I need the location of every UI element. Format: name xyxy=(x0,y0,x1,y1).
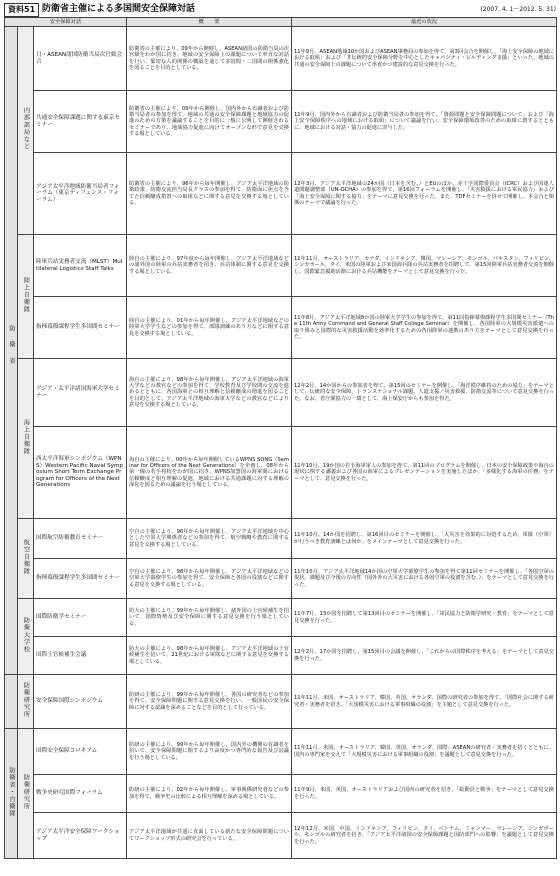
column-header-outline: 概 要 xyxy=(127,18,292,27)
dialogue-name: アジア・太平洋諸国海軍大学セミナー xyxy=(34,359,127,427)
dialogue-name: 西太平洋海軍シンポジウム（WPNS）Western Pacific Naval Symposium Short Term Exchange Program for Officers of the Next Generations xyxy=(34,427,127,519)
dialogue-name: アジア太平洋地域防衛当局者フォーラム（東京ディフェンス・フォーラム） xyxy=(34,153,127,235)
subgroup-label-academy: 防衛大学校 xyxy=(18,599,34,675)
dialogue-outline: 防衛省の主催により、09年から開催し、国内外から有識者および防衛当局者の参加を得て、地域の共通の安全保障課題と地域協力の促進のための方策を議論することを目的に一般に公開して開催されるセミナーであり、地域協力促進に向けてオープンな形で意見を交換する場としている。 xyxy=(127,91,292,153)
dialogue-name: 国際安全保障コロキアム xyxy=(34,729,127,775)
table-row xyxy=(5,153,557,235)
dialogue-outline: 空自の主催により、98年から毎年開催し、アジア太平洋地域などの空軍大学幕僚学生の参加を得て、安全保障と各国の役割などに関する意見を交換する場としている。 xyxy=(127,559,292,599)
table-row xyxy=(5,427,557,519)
dialogue-status: 11年10月、19か国の若手海軍軍人の参加を得て、第11回のプログラムを開催し、日本の安全保障政策や海自の現状に関する講義および各国の海軍によるプレゼンテーションを実施したほか、「多様化する海軍の任務」をテーマとして、意見交換を行った。 xyxy=(292,427,557,519)
group-label-ministry-nids xyxy=(5,675,18,729)
table-row xyxy=(5,775,557,813)
dialogue-name: 国際航空防衛教育セミナー xyxy=(34,519,127,559)
appendix-badge: 資料51 xyxy=(4,3,39,17)
column-header-status: 最近の状況 xyxy=(292,18,557,27)
subgroup-label-gsdf: 陸上自衛隊 xyxy=(18,235,34,359)
dialogue-name: 日・ASEAN諸国防衛当局次官級会合 xyxy=(34,27,127,91)
dialogue-status: 11年10月、アジア太平洋地域14か国の空軍大学幕僚学生の参加を得て第11回セミナーを開催し、「各国空軍の現状、課題及び今後の方向性（国外外の大災害における各国空軍の役割を含む。）」をテーマとして意見交換を行った。 xyxy=(292,559,557,599)
dialogue-outline: 防研の主催により、99年から毎年開催し、各国の研究者などの参加を得て、安全保障問題に関する意見交換を行い、一般国民の安全保障に対する認識を深めることなどを目的として行っている。 xyxy=(127,675,292,729)
table-row xyxy=(5,675,557,729)
dialogue-name: 戦争史研究国際フォーラム xyxy=(34,775,127,813)
dialogue-name: 共通安全保障課題に関する東京セミナー xyxy=(34,91,127,153)
subgroup-label-asdf: 航空自衛隊 xyxy=(18,519,34,599)
period-label: (2007. 4. 1〜2012. 5. 31) xyxy=(480,6,556,13)
table-row xyxy=(5,599,557,637)
table-row xyxy=(5,813,557,859)
dialogue-outline: 海自の主催により、00年から毎年開催しているWPNS SONG（Seminar for Officers of the Next Generations）を企画し、08年から第一線の若手将校をわが国に招き、WPNS加盟国の海軍間における信頼醸成と相互理解の促進、地域における共通課題に対する理解の深化を図るための議論を行う場としている。 xyxy=(127,427,292,519)
dialogue-status: 11年11月、米国、オーストラリア、韓国、英国、オランダ、国際の研究者の参加を得て、「国際社会に関する研究者・実務者を招き、「大規模災害における軍事組織の役割」を主題として意見交換を行った。 xyxy=(292,675,557,729)
dialogue-status: 11年11月、米国、オーストラリア、韓国、英国、オランダ、国際、ASEANの研究者・実務者を招くとともに、国内の専門家を交えて「大規模災害における軍事組織の役割」を議題として意見交換を行った。 xyxy=(292,729,557,775)
group-label-ministry: 防衛省 xyxy=(5,27,18,675)
table-header-row xyxy=(5,18,557,27)
dialogue-outline: 防研の主催により、99年から毎年開催し、国内外の機関の有識者を招いて、安全保障問題に関するより高度かつ専門的な報告及び討議を行う場としている。 xyxy=(127,729,292,775)
table-row xyxy=(5,559,557,599)
table-row xyxy=(5,359,557,427)
dialogue-status: 12年12月、米国、中国、インドネシア、フィリピン、タイ、ベトナム、ミャンマー、マレーシア、シンガポール、モンゴルの研究者を招き、「アジア太平洋諸国の安全保障課題と国防部門への影響」を議題として意見交換を行った。 xyxy=(292,813,557,859)
table-row xyxy=(5,637,557,675)
dialogue-outline: 海自の主催により、98年から毎年開催し、アジア太平洋地域の海軍大学などの教官などの参加を得て、学校教育及び学校間の交流を進めるとともに、各国海軍との相互理解と信頼醸成の増進を図ることを目的として、アジア太平洋地域の海軍大学などの教官などにより意見を交換する場としている。 xyxy=(127,359,292,427)
dialogue-outline: 防大の主催により、98年から毎年開催し、アジア太平洋地域の士官候補生を招いて、21世紀における軍隊などに関する意見を交換する場としている。 xyxy=(127,637,292,675)
dialogue-status: 11年9月、ASEAN地域10か国およびASEAN事務局の参加を得て、第3回会合を開催し、「海上安全保障の地域における取組」および「非伝統的安全保障分野を中心としたキャパシティ・ビルディング支援」といった、地域の共通の安全保障上の課題について率直かつ建設的な意見交換を行った。 xyxy=(292,27,557,91)
dialogue-status: 12年2月、17か国を招聘し、第15回目の会議を開催し、「これからの国際秩序を考える」をテーマとして意見交換を行った。 xyxy=(292,637,557,675)
dialogue-outline: 陸自の主催により、97年度から毎年開催し、アジア太平洋地域などの諸外国の陸軍の兵站実務者を招き、兵站体制に関する意見を交換する場としている。 xyxy=(127,235,292,297)
dialogue-name: 安全保障国際シンポジウム xyxy=(34,675,127,729)
subgroup-label-nids-bottom: 防衛研究所 xyxy=(18,729,34,859)
dialogue-outline: アジア太平洋地域が共通に直面している新たな安全保障問題についてワークショップ形式の研究会を行っている。 xyxy=(127,813,292,859)
dialogue-outline: 防大の主催により、99年から毎年開催し、諸外国の士官候補生を招いて、国際情勢及び安全保障に関する意見交換を行う場としている。 xyxy=(127,599,292,637)
dialogue-status: 11年10月、14か国を招聘し、第16回目のセミナーを開催し、「大災害を効果的に対処するため、軍隊（空軍）が行うべき教育訓練とは何か」をメインテーマとして意見交換を行った。 xyxy=(292,519,557,559)
table-row xyxy=(5,91,557,153)
dialogue-name: 指揮幕僚課程学生多国間セミナー xyxy=(34,559,127,599)
dialogue-status: 11年7月、13か国を招聘して第13回目のセミナーを開催し、「軍民協力と防衛学研究・教育」をテーマとして意見交換を行った。 xyxy=(292,599,557,637)
dialogue-name: 国際防衛学セミナー xyxy=(34,599,127,637)
dialogue-name: 指揮幕僚課程学生多国間セミナー xyxy=(34,297,127,359)
dialogue-name: 陸軍兵站実務者交流（MLST）Multilateral Logistics Staff Talks xyxy=(34,235,127,297)
table-row xyxy=(5,27,557,91)
dialogue-status: 12年3月、アジア太平洋地域の24か国（日本を含む。）とEUのほか、赤十字国際委員会（ICRC）および国連人道問題調整部（UN-OCHA）の参加を得て、第16回フォーラムを開催し、「災害救援における軍民協力」および「海上安全保障に関する協力」をテーマに意見交換を行った。また、TDFセミナーを併せて開催し、本会合と関係のテーマで議論を行った。 xyxy=(292,153,557,235)
subgroup-label-internal-bureau: 内部部局など xyxy=(18,27,34,235)
dialogue-outline: 防衛省の主催により、09年から開催し、ASEAN諸国の防衛当局の次官級をわが国に招き、地域の安全保障上の課題について率直な対話を行い、緊密な人的関係の構築を通じて多国間・二国間の関係強化を図ることを目的としている。 xyxy=(127,27,292,91)
dialogue-status: 11年9月、米国、英国、オーストラリアおよび国内の研究者を招き、「総動員と戦争」をテーマとして意見交換を行った。 xyxy=(292,775,557,813)
table-row xyxy=(5,729,557,775)
table-row xyxy=(5,519,557,559)
dialogue-name: アジア太平洋安全保障ワークショップ xyxy=(34,813,127,859)
subgroup-label-msdf: 海上自衛隊 xyxy=(18,359,34,519)
dialogue-table xyxy=(4,17,557,859)
table-row xyxy=(5,235,557,297)
dialogue-outline: 陸自の主催により、01年から毎年開催し、アジア太平洋地域などの陸軍大学学生などの参加を得て、部隊訓練のあり方などに関する意見を交換する場としている。 xyxy=(127,297,292,359)
dialogue-status: 11年9月、国内外から有識者および防衛当局者の参加を得て、「資源問題と安全保障問題について」および「海上安全保障秩序への地域における取組」について議論を行い、安全保障環境改善のための取組に資するとともに、地域における対話・協力の促進に寄与した。 xyxy=(292,91,557,153)
group-label-ministry-sdf: 防衛省・自衛隊 xyxy=(5,729,18,859)
dialogue-outline: 防研の主催により、02年から毎年開催し、軍事関係研究者などの参加を得て、戦争史の比較による相互理解を深める場としている。 xyxy=(127,775,292,813)
column-header-dialogue: 安全保障対話 xyxy=(5,18,127,27)
dialogue-status: 11年11月、オーストラリア、カナダ、インドネシア、韓国、マレーシア、モンゴル、パキスタン、フィリピン、シンガポール、タイ、米国の陸軍および米国海兵隊の兵站実務者を招聘して、第15回陸軍兵站実務者交流を開催し、国際緊急援助活動における兵站機能をテーマとして意見交換を行った。 xyxy=(292,235,557,297)
dialogue-name: 国際士官候補生会議 xyxy=(34,637,127,675)
dialogue-outline: 空自の主催により、96年から毎年開催し、アジア太平洋地域を中心とした空軍大学関係者などの参加を得て、航空戦略や教育に関する意見を交換する場としている。 xyxy=(127,519,292,559)
table-row xyxy=(5,297,557,359)
page-title: 防衛省主催による多国間安全保障対話 xyxy=(42,4,196,14)
dialogue-status: 12年2月、14か国からの参加者を得て、第15回のセミナーを開催し、「海洋秩序維持のための協力」をテーマとして、伝統的な安全保障、トランスナショナル課題、人道支援／災害救援、防衛交流等について意見交換を行った。なお、省庁間協力の一環として、海上保安庁からも参加を得た。 xyxy=(292,359,557,427)
document-header xyxy=(4,3,556,16)
subgroup-label-nids: 防衛研究所 xyxy=(18,675,34,729)
dialogue-status: 11年8月、アジア太平洋地域8か国の陸軍大学学生の参加を得て、第11回指揮幕僚課程学生多国間セミナー（The 11th Army Command and General Staff College Seminar）を開催し、各国陸軍の大規模災害派遣への取り組みと国際的な災害救援活動を効率化するための各国陸軍の連携のあり方をテーマとして意見交換を行った。 xyxy=(292,297,557,359)
dialogue-outline: 防衛省の主催により、96年から毎年開催し、アジア太平洋地域の防衛政策、防衛交流担当局長クラスの参加を得て、防衛面に焦点を当てた信頼醸成措置への取組などに関する意見を交換する場としている。 xyxy=(127,153,292,235)
